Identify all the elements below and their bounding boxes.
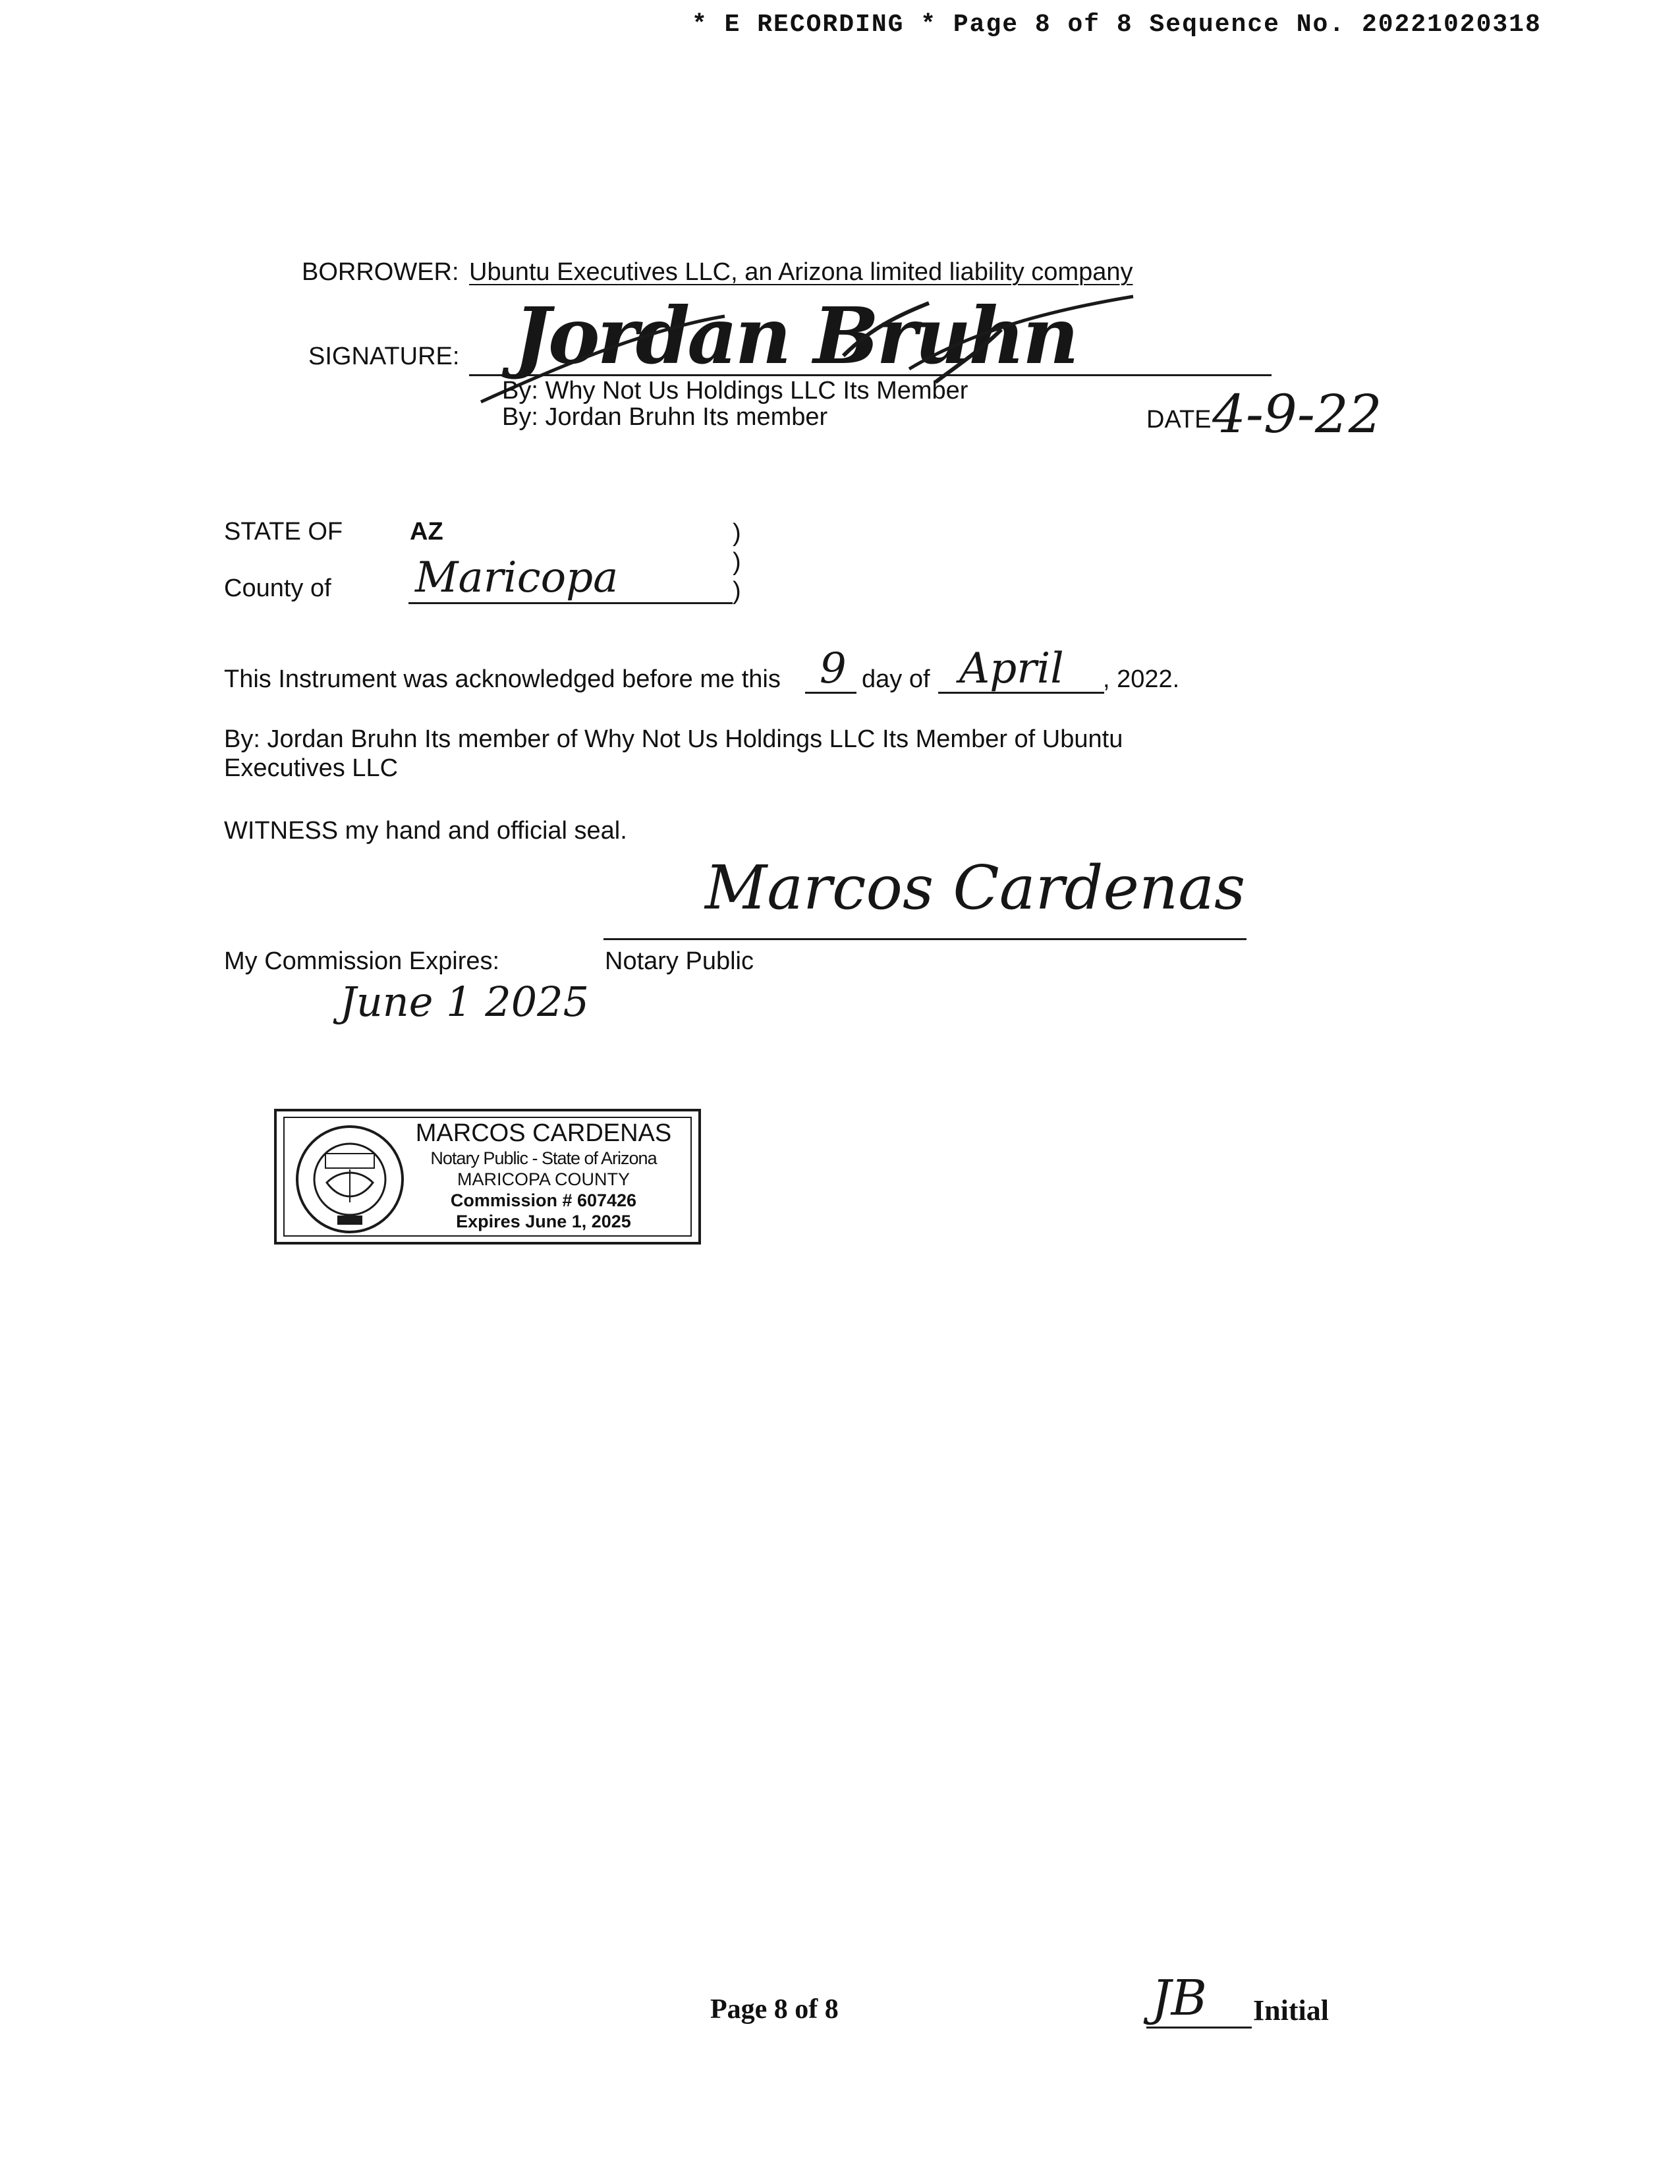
ack-by-statement: By: Jordan Bruhn Its member of Why Not Us Holdings LLC Its Member of Ubuntu Executives LLC (224, 725, 1123, 782)
ack-month: April (959, 644, 1064, 693)
state-value: AZ (410, 518, 443, 546)
page-total: 8 (824, 1994, 839, 2025)
signature-label: SIGNATURE: (308, 343, 460, 370)
ack-day-of: day of (862, 665, 930, 693)
borrower-label: BORROWER: (302, 258, 459, 286)
page-current: 8 (773, 1994, 788, 2025)
paren-2: ) (733, 548, 741, 576)
by-line-2: By: Jordan Bruhn Its member (502, 403, 828, 431)
seal-line-3: Commission # 607426 (450, 1190, 637, 1210)
date-label: DATE (1146, 406, 1212, 434)
initial-label: Initial (1253, 1994, 1329, 2027)
county-line (408, 602, 733, 604)
ack-day: 9 (820, 644, 847, 693)
ack-prefix: This Instrument was acknowledged before me this (224, 665, 781, 693)
notary-seal (274, 1109, 701, 1245)
county-label: County of (224, 574, 331, 602)
commission-value: June 1 2025 (340, 978, 590, 1026)
county-value: Maricopa (415, 553, 619, 602)
ack-year: , 2022. (1103, 665, 1180, 693)
page-prefix: Page (710, 1994, 768, 2025)
seal-name: MARCOS CARDENAS (415, 1119, 672, 1147)
arizona-seal-icon (294, 1123, 406, 1235)
recording-header: * E RECORDING * Page 8 of 8 Sequence No. 20221020318 (692, 11, 1542, 39)
borrower-signature: Jordan Bruhn (514, 290, 1077, 381)
notary-signature-line (603, 938, 1246, 940)
state-label: STATE OF (224, 518, 343, 546)
commission-label: My Commission Expires: (224, 947, 500, 975)
page-number (710, 1994, 839, 2025)
seal-line-1: Notary Public - State of Arizona (430, 1148, 657, 1168)
witness-line: WITNESS my hand and official seal. (224, 817, 627, 845)
by-line-1: By: Why Not Us Holdings LLC Its Member (502, 377, 968, 405)
initials-line (1146, 2027, 1252, 2029)
borrower-name: Ubuntu Executives LLC, an Arizona limited liability company (469, 258, 1133, 286)
paren-3: ) (733, 577, 741, 605)
page-of: of (795, 1994, 818, 2025)
notary-signature: Marcos Cardenas (705, 853, 1246, 923)
notary-title: Notary Public (605, 947, 754, 975)
date-value: 4-9-22 (1212, 383, 1382, 445)
seal-line-2: MARICOPA COUNTY (457, 1169, 630, 1189)
paren-1: ) (733, 519, 741, 547)
initials-value: JB (1152, 1970, 1208, 2027)
seal-line-4: Expires June 1, 2025 (456, 1212, 631, 1231)
